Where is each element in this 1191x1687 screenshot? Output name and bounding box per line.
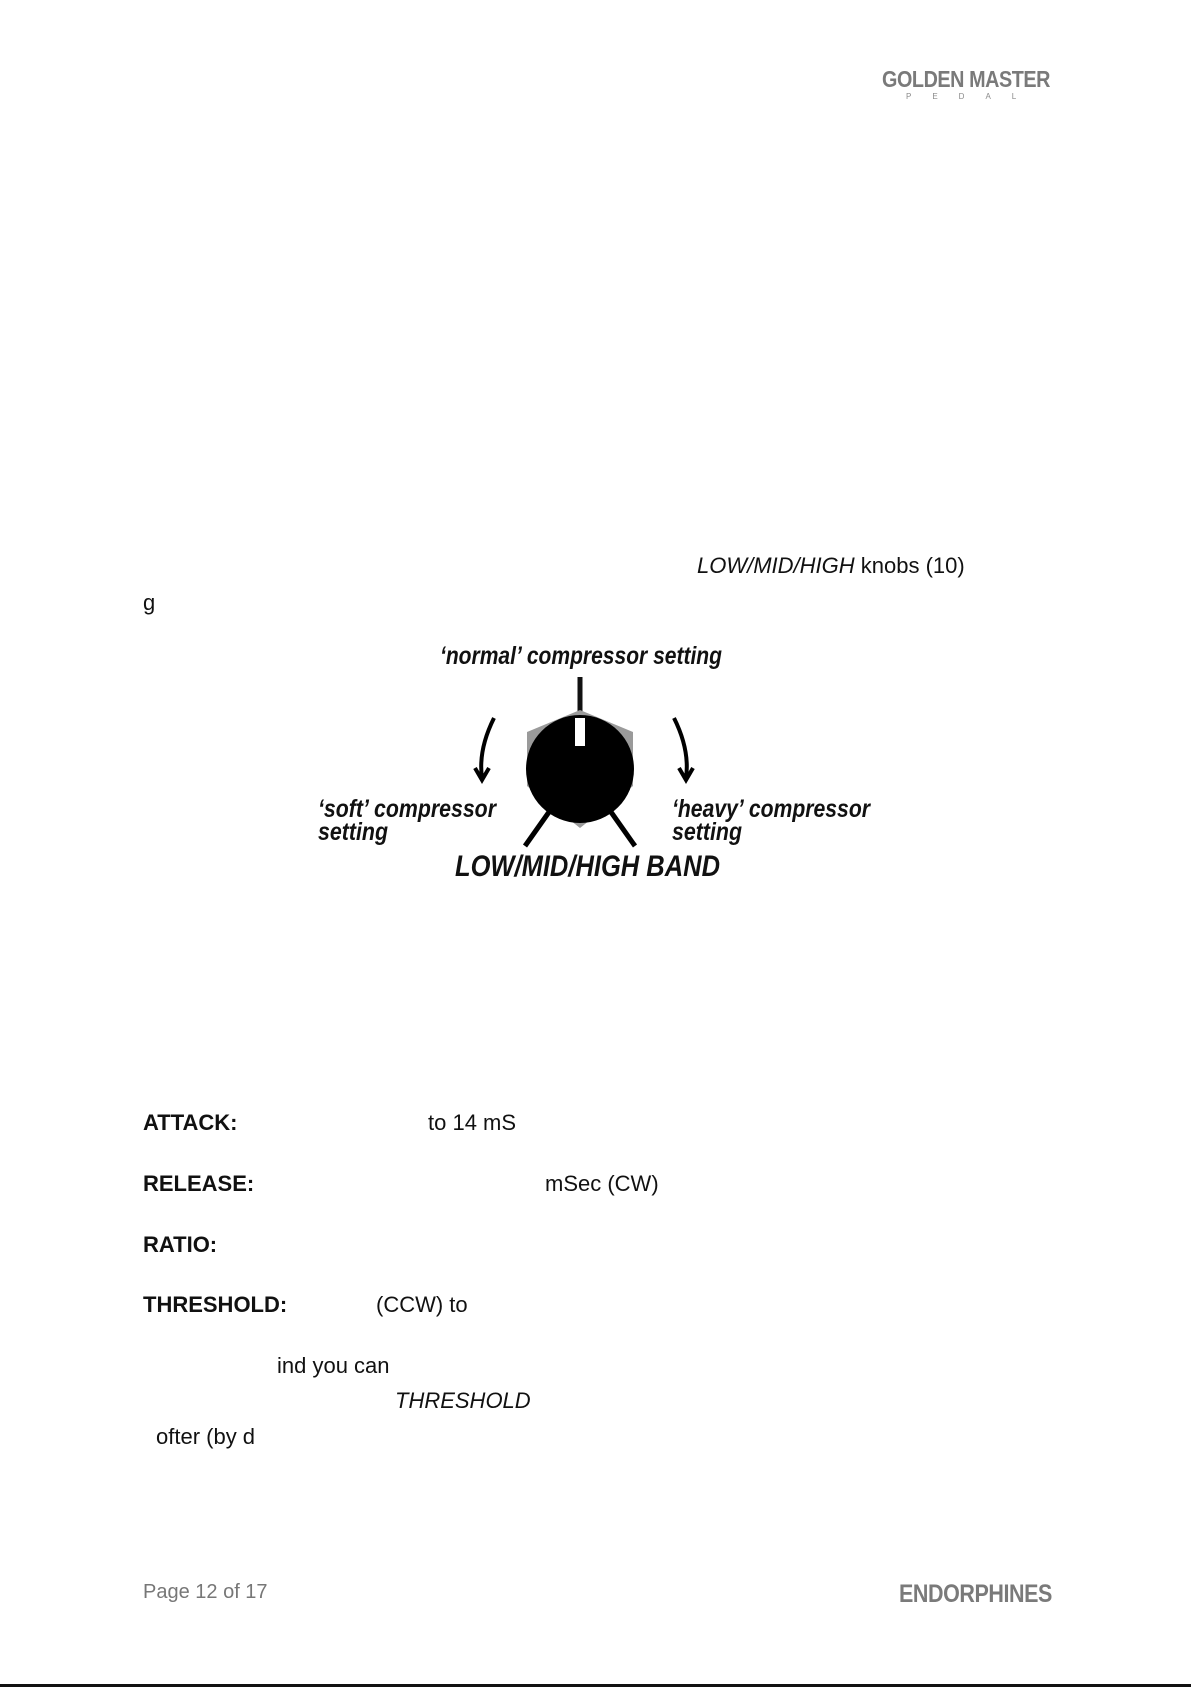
label-heavy-line1: ‘heavy’ compressor (672, 795, 872, 823)
label-normal: ‘normal’ compressor setting (440, 642, 722, 670)
knobs-reference-italic: LOW/MID/HIGH (697, 553, 855, 578)
label-soft-line1: ‘soft’ compressor (318, 795, 498, 823)
knobs-reference-rest: knobs (10) (854, 553, 965, 578)
attack-label: ATTACK: (143, 1110, 238, 1135)
knob-pointer (575, 718, 585, 746)
note-line-3: ofter (by d (156, 1424, 256, 1449)
note-line-2: THRESHOLD (395, 1388, 531, 1413)
threshold-value: (CCW) to (376, 1292, 468, 1317)
stray-text: g (143, 590, 156, 615)
page-number: Page 12 of 17 (143, 1581, 268, 1603)
threshold-label: THRESHOLD: (143, 1292, 288, 1317)
diagram-caption: LOW/MID/HIGH BAND (455, 850, 720, 883)
knobs-reference (697, 553, 965, 579)
footer-brand-logo: ENDORPHINES (899, 1580, 1052, 1608)
knob-diagram (300, 640, 900, 890)
brand-logo-subtitle: PEDAL (906, 92, 1038, 101)
label-heavy-line2: setting (672, 818, 742, 846)
attack-value: to 14 mS (428, 1110, 517, 1135)
soft-limit-line (525, 812, 549, 846)
brand-logo: GOLDEN MASTER (882, 66, 1051, 92)
heavy-limit-line (611, 812, 635, 846)
ratio-label: RATIO: (143, 1232, 218, 1257)
release-label: RELEASE: (143, 1171, 255, 1196)
label-soft-line2: setting (318, 818, 388, 846)
release-value: mSec (CW) (545, 1171, 659, 1196)
note-line-1: ind you can (277, 1353, 390, 1378)
